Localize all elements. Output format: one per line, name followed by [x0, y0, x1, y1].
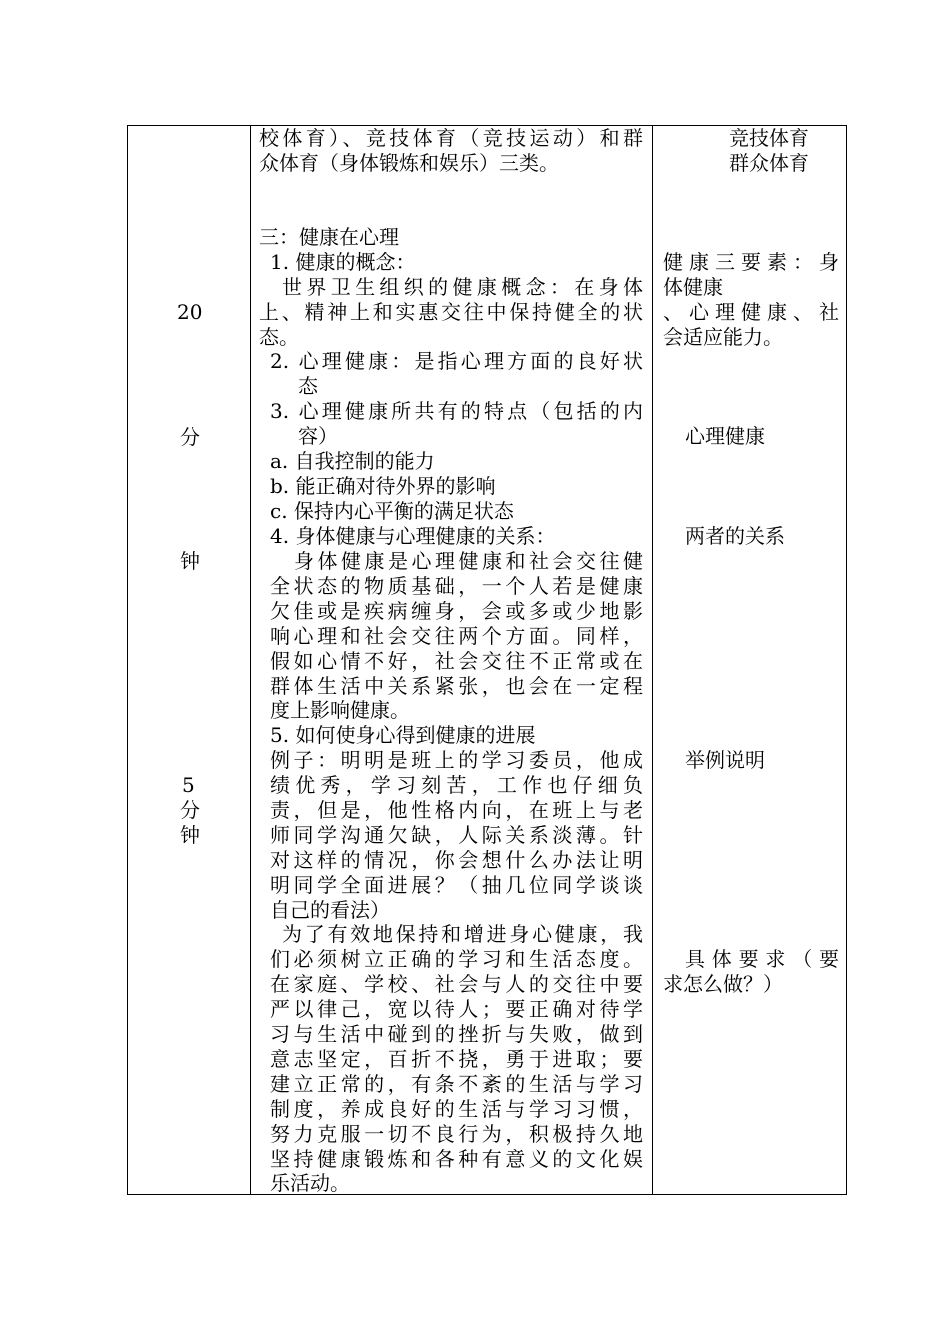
- note-label: 具体要求（要: [685, 947, 839, 971]
- column-divider-notes: [652, 126, 653, 1194]
- note-label: 求怎么做？）: [663, 972, 783, 996]
- content-line: 们必须树立正确的学习和生活态度。: [270, 947, 643, 971]
- note-label: 心理健康: [685, 424, 765, 448]
- time-unit-zhong: 钟: [180, 823, 200, 847]
- time-minutes-20: 20: [177, 300, 203, 324]
- content-line: 响心理和社会交往两个方面。同样，: [270, 624, 643, 648]
- content-line: 态: [298, 374, 318, 398]
- content-line: 意志坚定，百折不挠，勇于进取；要: [270, 1047, 643, 1071]
- content-line: b. 能正确对待外界的影响: [270, 474, 496, 498]
- section-heading: 三：健康在心理: [259, 225, 399, 249]
- content-line: 态。: [259, 325, 299, 349]
- content-line: 上、精神上和实惠交往中保持健全的状: [259, 300, 643, 324]
- content-line: 1. 健康的概念：: [270, 250, 416, 274]
- content-line: 世界卫生组织的健康概念：在身体: [282, 275, 643, 299]
- note-label: 会适应能力。: [663, 325, 783, 349]
- content-line: a. 自我控制的能力: [270, 449, 435, 473]
- content-line: 5. 如何使身心得到健康的进展: [270, 723, 536, 747]
- content-line: 3. 心理健康所共有的特点（包括的内: [270, 399, 643, 423]
- content-line: 全状态的物质基础，一个人若是健康: [270, 574, 643, 598]
- content-line: 绩优秀，学习刻苦，工作也仔细负: [270, 773, 643, 797]
- time-minutes-5: 5: [182, 773, 195, 797]
- content-line: c. 保持内心平衡的满足状态: [270, 499, 514, 523]
- content-line: 习与生活中碰到的挫折与失败，做到: [270, 1022, 643, 1046]
- content-line: 容）: [298, 424, 338, 448]
- column-divider-time: [250, 126, 251, 1194]
- content-line: 校体育）、竞技体育（竞技运动）和群: [259, 126, 643, 150]
- content-line: 严以律己，宽以待人；要正确对待学: [270, 997, 643, 1021]
- content-line: 4. 身体健康与心理健康的关系：: [270, 524, 556, 548]
- content-line: 努力克服一切不良行为，积极持久地: [270, 1122, 643, 1146]
- content-line: 自己的看法）: [270, 898, 390, 922]
- content-line: 明同学全面进展？（抽几位同学谈谈: [270, 873, 643, 897]
- content-line: 度上影响健康。: [270, 698, 410, 722]
- content-line: 乐活动。: [270, 1171, 350, 1195]
- time-unit-fen: 分: [180, 798, 200, 822]
- content-line: 2. 心理健康：是指心理方面的良好状: [270, 349, 643, 373]
- content-line: 建立正常的，有条不紊的生活与学习: [270, 1072, 643, 1096]
- content-line: 众体育（身体锻炼和娱乐）三类。: [259, 151, 559, 175]
- content-line: 为了有效地保持和增进身心健康，我: [282, 922, 643, 946]
- time-unit-zhong: 钟: [180, 549, 200, 573]
- content-line: 责，但是，他性格内向，在班上与老: [270, 798, 643, 822]
- content-line: 制度，养成良好的生活与学习习惯，: [270, 1097, 643, 1121]
- note-label: 举例说明: [685, 748, 765, 772]
- content-line: 群体生活中关系紧张，也会在一定程: [270, 674, 643, 698]
- content-line: 对这样的情况，你会想什么办法让明: [270, 848, 643, 872]
- note-label: 两者的关系: [685, 524, 785, 548]
- note-label: 、心理健康、社: [663, 300, 839, 324]
- note-label: 体健康: [663, 275, 723, 299]
- content-line: 例子：明明是班上的学习委员，他成: [270, 748, 643, 772]
- content-line: 欠佳或是疾病缠身，会或多或少地影: [270, 599, 643, 623]
- content-line: 身体健康是心理健康和社会交往健: [294, 549, 643, 573]
- note-label: 健康三要素：身: [663, 250, 839, 274]
- content-line: 在家庭、学校、社会与人的交往中要: [270, 972, 643, 996]
- content-line: 假如心情不好，社会交往不正常或在: [270, 649, 643, 673]
- note-label: 群众体育: [729, 151, 809, 175]
- content-line: 师同学沟通欠缺，人际关系淡薄。针: [270, 823, 643, 847]
- time-unit-fen: 分: [180, 425, 200, 449]
- note-label: 竞技体育: [729, 126, 809, 150]
- content-line: 坚持健康锻炼和各种有意义的文化娱: [270, 1147, 643, 1171]
